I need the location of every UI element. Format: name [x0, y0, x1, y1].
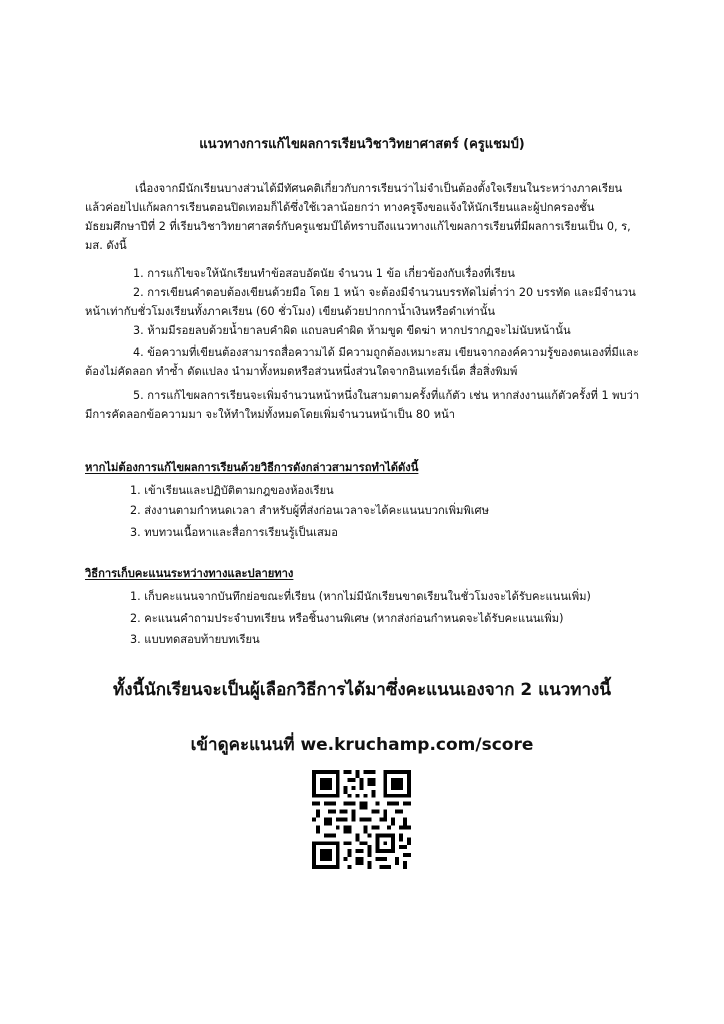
scoring-item: 1. เก็บคะแนนจากบันทึกย่อขณะที่เรียน (หากไม่มีนักเรียนขาดเรียนในชั่วโมงจะได้รับคะแนนเพิ่ม): [130, 590, 591, 603]
intro-paragraph: เนื่องจากมีนักเรียนบางส่วนได้มีทัศนคติเกี่ยวกับการเรียนว่าไม่จำเป็นต้องตั้งใจเรียนในระหว่างภาคเรียน แล้วค่อยไปแก้ผลการเรียนตอนปิดเทอมก็ได้ซึ่งใช้เวลาน้อยกว่า ทางครูจึงขอแจ้งให้นักเรียนและผู้ปกครองชั้นมัธยมศึกษาปีที่ 2 ที่เรียนวิชาวิทยาศาสตร์กับครูแชมป์ได้ทราบถึงแนวทางแก้ไขผลการเรียนที่มีผลการเรียนเป็น 0, ร, มส. ดังนี้: [85, 182, 631, 252]
qr-code-icon[interactable]: [312, 770, 411, 869]
closing-statement: ทั้งนี้นักเรียนจะเป็นผู้เลือกวิธีการได้มาซึ่งคะแนนเองจาก 2 แนวทางนี้: [113, 680, 611, 700]
rule-4: 4. ข้อความที่เขียนต้องสามารถสื่อความได้ มีความถูกต้องเหมาะสม เขียนจากองค์ความรู้ของตนเองที่มีและต้องไม่คัดลอก ทำซ้ำ ดัดแปลง นำมาทั้งหมดหรือส่วนหนึ่งส่วนใดจากอินเทอร์เน็ต สื่อสิ่งพิมพ์: [85, 346, 639, 378]
alternative-heading: หากไม่ต้องการแก้ไขผลการเรียนด้วยวิธีการดังกล่าวสามารถทำได้ดังนี้: [85, 461, 419, 474]
rule-3: 3. ห้ามมีรอยลบด้วยน้ำยาลบคำผิด แถบลบคำผิด ห้ามขูด ขีดฆ่า หากปรากฏจะไม่นับหน้านั้น: [133, 324, 571, 337]
score-link-text[interactable]: เข้าดูคะแนนที่ we.kruchamp.com/score: [190, 735, 534, 755]
rule-1: 1. การแก้ไขจะให้นักเรียนทำข้อสอบอัตนัย จำนวน 1 ข้อ เกี่ยวข้องกับเรื่องที่เรียน: [133, 267, 515, 280]
scoring-heading: วิธีการเก็บคะแนนระหว่างทางและปลายทาง: [85, 567, 294, 580]
rule-2: 2. การเขียนคำตอบต้องเขียนด้วยมือ โดย 1 หน้า จะต้องมีจำนวนบรรทัดไม่ต่ำว่า 20 บรรทัด และมีจำนวนหน้าเท่ากับชั่วโมงเรียนทั้งภาคเรียน (60 ชั่วโมง) เขียนด้วยปากกาน้ำเงินหรือดำเท่านั้น: [85, 286, 636, 318]
scoring-item: 2. คะแนนคำถามประจำบทเรียน หรือชิ้นงานพิเศษ (หากส่งก่อนกำหนดจะได้รับคะแนนเพิ่ม): [130, 612, 564, 625]
alternative-item: 1. เข้าเรียนและปฏิบัติตามกฎของห้องเรียน: [130, 484, 334, 497]
alternative-item: 2. ส่งงานตามกำหนดเวลา สำหรับผู้ที่ส่งก่อนเวลาจะได้คะแนนบวกเพิ่มพิเศษ: [130, 504, 490, 517]
alternative-item: 3. ทบทวนเนื้อหาและสื่อการเรียนรู้เป็นเสมอ: [130, 526, 338, 539]
scoring-item: 3. แบบทดสอบท้ายบทเรียน: [130, 633, 260, 646]
page-title: แนวทางการแก้ไขผลการเรียนวิชาวิทยาศาสตร์ (ครูแชมป์): [199, 137, 525, 152]
rule-5: 5. การแก้ไขผลการเรียนจะเพิ่มจำนวนหน้าหนึ่งในสามตามครั้งที่แก้ตัว เช่น หากส่งงานแก้ตัวครั้งที่ 1 พบว่ามีการคัดลอกข้อความมา จะให้ทำใหม่ทั้งหมดโดยเพิ่มจำนวนหน้าเป็น 80 หน้า: [85, 389, 640, 421]
